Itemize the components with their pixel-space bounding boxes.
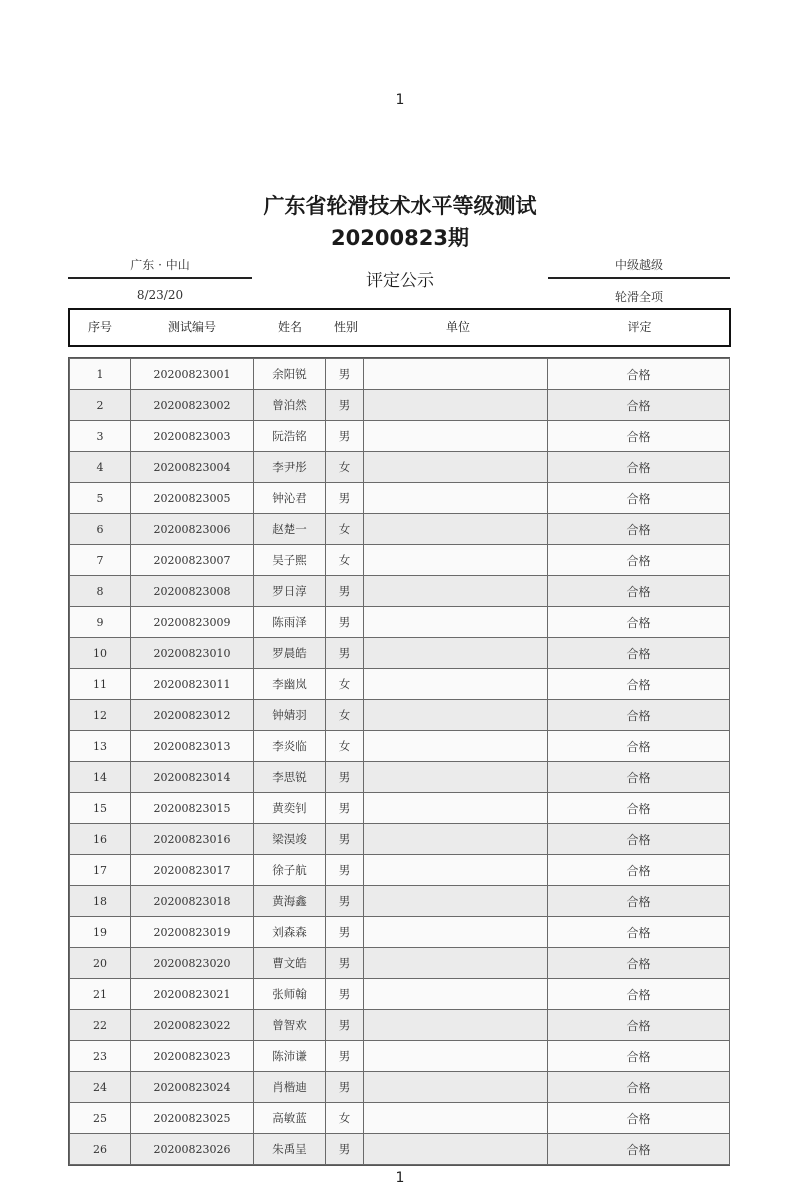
- cell-index: 5: [70, 483, 131, 514]
- cell-unit: [364, 1134, 548, 1165]
- cell-index: 23: [70, 1041, 131, 1072]
- cell-name: 罗晨皓: [254, 638, 326, 669]
- cell-name: 朱禹呈: [254, 1134, 326, 1165]
- table-row: [70, 886, 730, 917]
- cell-gender: 女: [326, 452, 364, 483]
- cell-name: 李炎临: [254, 731, 326, 762]
- cell-name: 余阳锐: [254, 359, 326, 390]
- cell-unit: [364, 948, 548, 979]
- cell-gender: 男: [326, 855, 364, 886]
- table-row: [70, 576, 730, 607]
- cell-name: 陈沛谦: [254, 1041, 326, 1072]
- cell-name: 吴子熙: [254, 545, 326, 576]
- cell-result: 合格: [548, 1134, 730, 1165]
- date-label: 8/23/20: [136, 288, 184, 302]
- cell-unit: [364, 731, 548, 762]
- table-row: [70, 917, 730, 948]
- cell-gender: 男: [326, 1072, 364, 1103]
- cell-unit: [364, 545, 548, 576]
- cell-index: 17: [70, 855, 131, 886]
- document-period: 20200823期: [331, 226, 469, 250]
- table-row: [70, 1010, 730, 1041]
- cell-index: 11: [70, 669, 131, 700]
- cell-unit: [364, 452, 548, 483]
- cell-gender: 男: [326, 359, 364, 390]
- cell-name: 高敏蓝: [254, 1103, 326, 1134]
- cell-test-id: 20200823007: [131, 545, 254, 576]
- cell-test-id: 20200823009: [131, 607, 254, 638]
- cell-test-id: 20200823011: [131, 669, 254, 700]
- cell-gender: 男: [326, 979, 364, 1010]
- cell-name: 黄海鑫: [254, 886, 326, 917]
- cell-unit: [364, 607, 548, 638]
- column-header-index: 序号: [87, 320, 112, 334]
- cell-index: 18: [70, 886, 131, 917]
- cell-index: 16: [70, 824, 131, 855]
- cell-result: 合格: [548, 669, 730, 700]
- cell-gender: 男: [326, 793, 364, 824]
- cell-unit: [364, 762, 548, 793]
- cell-unit: [364, 638, 548, 669]
- cell-name: 梁淏竣: [254, 824, 326, 855]
- cell-result: 合格: [548, 1072, 730, 1103]
- table-row: [70, 855, 730, 886]
- cell-result: 合格: [548, 1010, 730, 1041]
- cell-index: 7: [70, 545, 131, 576]
- table-row: [70, 514, 730, 545]
- table-row: [70, 793, 730, 824]
- table-row: [70, 483, 730, 514]
- cell-name: 徐子航: [254, 855, 326, 886]
- cell-unit: [364, 917, 548, 948]
- cell-unit: [364, 793, 548, 824]
- cell-index: 3: [70, 421, 131, 452]
- cell-result: 合格: [548, 607, 730, 638]
- cell-unit: [364, 824, 548, 855]
- cell-gender: 男: [326, 917, 364, 948]
- item-label: 轮滑全项: [614, 290, 663, 304]
- cell-unit: [364, 483, 548, 514]
- cell-test-id: 20200823003: [131, 421, 254, 452]
- table-row: [70, 979, 730, 1010]
- cell-name: 曾泊然: [254, 390, 326, 421]
- column-header-name: 姓名: [277, 320, 302, 334]
- cell-result: 合格: [548, 917, 730, 948]
- table-row: [70, 1134, 730, 1165]
- cell-unit: [364, 390, 548, 421]
- cell-result: 合格: [548, 483, 730, 514]
- cell-name: 曾智欢: [254, 1010, 326, 1041]
- cell-result: 合格: [548, 700, 730, 731]
- cell-result: 合格: [548, 1041, 730, 1072]
- results-table: [68, 357, 730, 1166]
- table-row: [70, 390, 730, 421]
- cell-test-id: 20200823020: [131, 948, 254, 979]
- cell-gender: 男: [326, 1010, 364, 1041]
- cell-gender: 男: [326, 576, 364, 607]
- cell-result: 合格: [548, 948, 730, 979]
- table-row: [70, 421, 730, 452]
- cell-index: 20: [70, 948, 131, 979]
- cell-index: 21: [70, 979, 131, 1010]
- cell-test-id: 20200823021: [131, 979, 254, 1010]
- cell-result: 合格: [548, 979, 730, 1010]
- cell-gender: 男: [326, 1041, 364, 1072]
- page-number-top: 1: [395, 92, 405, 108]
- table-row: [70, 545, 730, 576]
- cell-test-id: 20200823005: [131, 483, 254, 514]
- column-header-unit: 单位: [445, 320, 470, 334]
- table-row: [70, 700, 730, 731]
- cell-gender: 男: [326, 886, 364, 917]
- cell-result: 合格: [548, 855, 730, 886]
- cell-index: 12: [70, 700, 131, 731]
- cell-result: 合格: [548, 1103, 730, 1134]
- cell-gender: 女: [326, 731, 364, 762]
- cell-index: 9: [70, 607, 131, 638]
- cell-index: 19: [70, 917, 131, 948]
- cell-name: 钟沁君: [254, 483, 326, 514]
- cell-name: 赵楚一: [254, 514, 326, 545]
- cell-gender: 男: [326, 824, 364, 855]
- cell-gender: 男: [326, 390, 364, 421]
- cell-gender: 女: [326, 700, 364, 731]
- cell-result: 合格: [548, 576, 730, 607]
- cell-gender: 女: [326, 669, 364, 700]
- cell-unit: [364, 855, 548, 886]
- table-row: [70, 731, 730, 762]
- cell-gender: 男: [326, 1134, 364, 1165]
- cell-unit: [364, 421, 548, 452]
- right-divider: [548, 277, 730, 279]
- cell-index: 10: [70, 638, 131, 669]
- table-row: [70, 669, 730, 700]
- cell-test-id: 20200823002: [131, 390, 254, 421]
- cell-result: 合格: [548, 793, 730, 824]
- cell-test-id: 20200823017: [131, 855, 254, 886]
- cell-result: 合格: [548, 545, 730, 576]
- table-header: [68, 308, 731, 347]
- cell-name: 刘森森: [254, 917, 326, 948]
- cell-test-id: 20200823006: [131, 514, 254, 545]
- cell-test-id: 20200823010: [131, 638, 254, 669]
- cell-index: 25: [70, 1103, 131, 1134]
- cell-gender: 女: [326, 1103, 364, 1134]
- cell-name: 李幽岚: [254, 669, 326, 700]
- cell-result: 合格: [548, 731, 730, 762]
- left-divider: [68, 277, 252, 279]
- cell-result: 合格: [548, 824, 730, 855]
- cell-result: 合格: [548, 359, 730, 390]
- cell-result: 合格: [548, 452, 730, 483]
- table-row: [70, 638, 730, 669]
- cell-index: 1: [70, 359, 131, 390]
- table-row: [70, 1103, 730, 1134]
- cell-name: 张师翰: [254, 979, 326, 1010]
- table-row: [70, 762, 730, 793]
- cell-index: 26: [70, 1134, 131, 1165]
- cell-unit: [364, 979, 548, 1010]
- cell-test-id: 20200823001: [131, 359, 254, 390]
- cell-name: 钟婧羽: [254, 700, 326, 731]
- cell-index: 13: [70, 731, 131, 762]
- cell-test-id: 20200823015: [131, 793, 254, 824]
- cell-gender: 男: [326, 607, 364, 638]
- cell-gender: 男: [326, 948, 364, 979]
- cell-index: 24: [70, 1072, 131, 1103]
- cell-unit: [364, 1041, 548, 1072]
- cell-test-id: 20200823022: [131, 1010, 254, 1041]
- cell-unit: [364, 359, 548, 390]
- cell-result: 合格: [548, 762, 730, 793]
- cell-unit: [364, 1103, 548, 1134]
- cell-test-id: 20200823014: [131, 762, 254, 793]
- cell-unit: [364, 1010, 548, 1041]
- cell-index: 4: [70, 452, 131, 483]
- level-label: 中级越级: [614, 258, 663, 272]
- cell-test-id: 20200823012: [131, 700, 254, 731]
- cell-test-id: 20200823026: [131, 1134, 254, 1165]
- cell-test-id: 20200823016: [131, 824, 254, 855]
- cell-name: 陈雨泽: [254, 607, 326, 638]
- cell-test-id: 20200823018: [131, 886, 254, 917]
- cell-test-id: 20200823004: [131, 452, 254, 483]
- cell-test-id: 20200823008: [131, 576, 254, 607]
- cell-name: 阮浩铭: [254, 421, 326, 452]
- page-number-bottom: 1: [395, 1170, 405, 1186]
- cell-unit: [364, 576, 548, 607]
- cell-gender: 男: [326, 762, 364, 793]
- cell-test-id: 20200823024: [131, 1072, 254, 1103]
- cell-index: 8: [70, 576, 131, 607]
- cell-unit: [364, 886, 548, 917]
- table-row: [70, 607, 730, 638]
- cell-test-id: 20200823025: [131, 1103, 254, 1134]
- cell-index: 6: [70, 514, 131, 545]
- cell-test-id: 20200823013: [131, 731, 254, 762]
- cell-index: 14: [70, 762, 131, 793]
- cell-index: 2: [70, 390, 131, 421]
- document-title: 广东省轮滑技术水平等级测试: [263, 194, 537, 218]
- cell-index: 15: [70, 793, 131, 824]
- cell-name: 李思锐: [254, 762, 326, 793]
- cell-unit: [364, 1072, 548, 1103]
- cell-name: 黄奕钊: [254, 793, 326, 824]
- cell-gender: 女: [326, 545, 364, 576]
- cell-name: 罗日淳: [254, 576, 326, 607]
- cell-result: 合格: [548, 638, 730, 669]
- column-header-test-id: 测试编号: [167, 320, 216, 334]
- cell-gender: 男: [326, 483, 364, 514]
- table-row: [70, 1041, 730, 1072]
- cell-test-id: 20200823023: [131, 1041, 254, 1072]
- table-row: [70, 1072, 730, 1103]
- cell-name: 曹文皓: [254, 948, 326, 979]
- cell-name: 肖楷迪: [254, 1072, 326, 1103]
- results-table-body: [70, 359, 730, 1165]
- notice-heading: 评定公示: [366, 271, 434, 291]
- location-label: 广东 · 中山: [130, 258, 190, 272]
- column-header-result: 评定: [627, 320, 652, 334]
- cell-gender: 男: [326, 421, 364, 452]
- cell-name: 李尹彤: [254, 452, 326, 483]
- cell-result: 合格: [548, 514, 730, 545]
- cell-result: 合格: [548, 886, 730, 917]
- cell-index: 22: [70, 1010, 131, 1041]
- cell-result: 合格: [548, 421, 730, 452]
- cell-unit: [364, 700, 548, 731]
- results-table-grid: [69, 358, 730, 1165]
- cell-gender: 女: [326, 514, 364, 545]
- cell-gender: 男: [326, 638, 364, 669]
- column-header-gender: 性别: [333, 320, 358, 334]
- cell-unit: [364, 514, 548, 545]
- table-row: [70, 359, 730, 390]
- table-row: [70, 452, 730, 483]
- cell-unit: [364, 669, 548, 700]
- table-row: [70, 824, 730, 855]
- cell-result: 合格: [548, 390, 730, 421]
- table-row: [70, 948, 730, 979]
- cell-test-id: 20200823019: [131, 917, 254, 948]
